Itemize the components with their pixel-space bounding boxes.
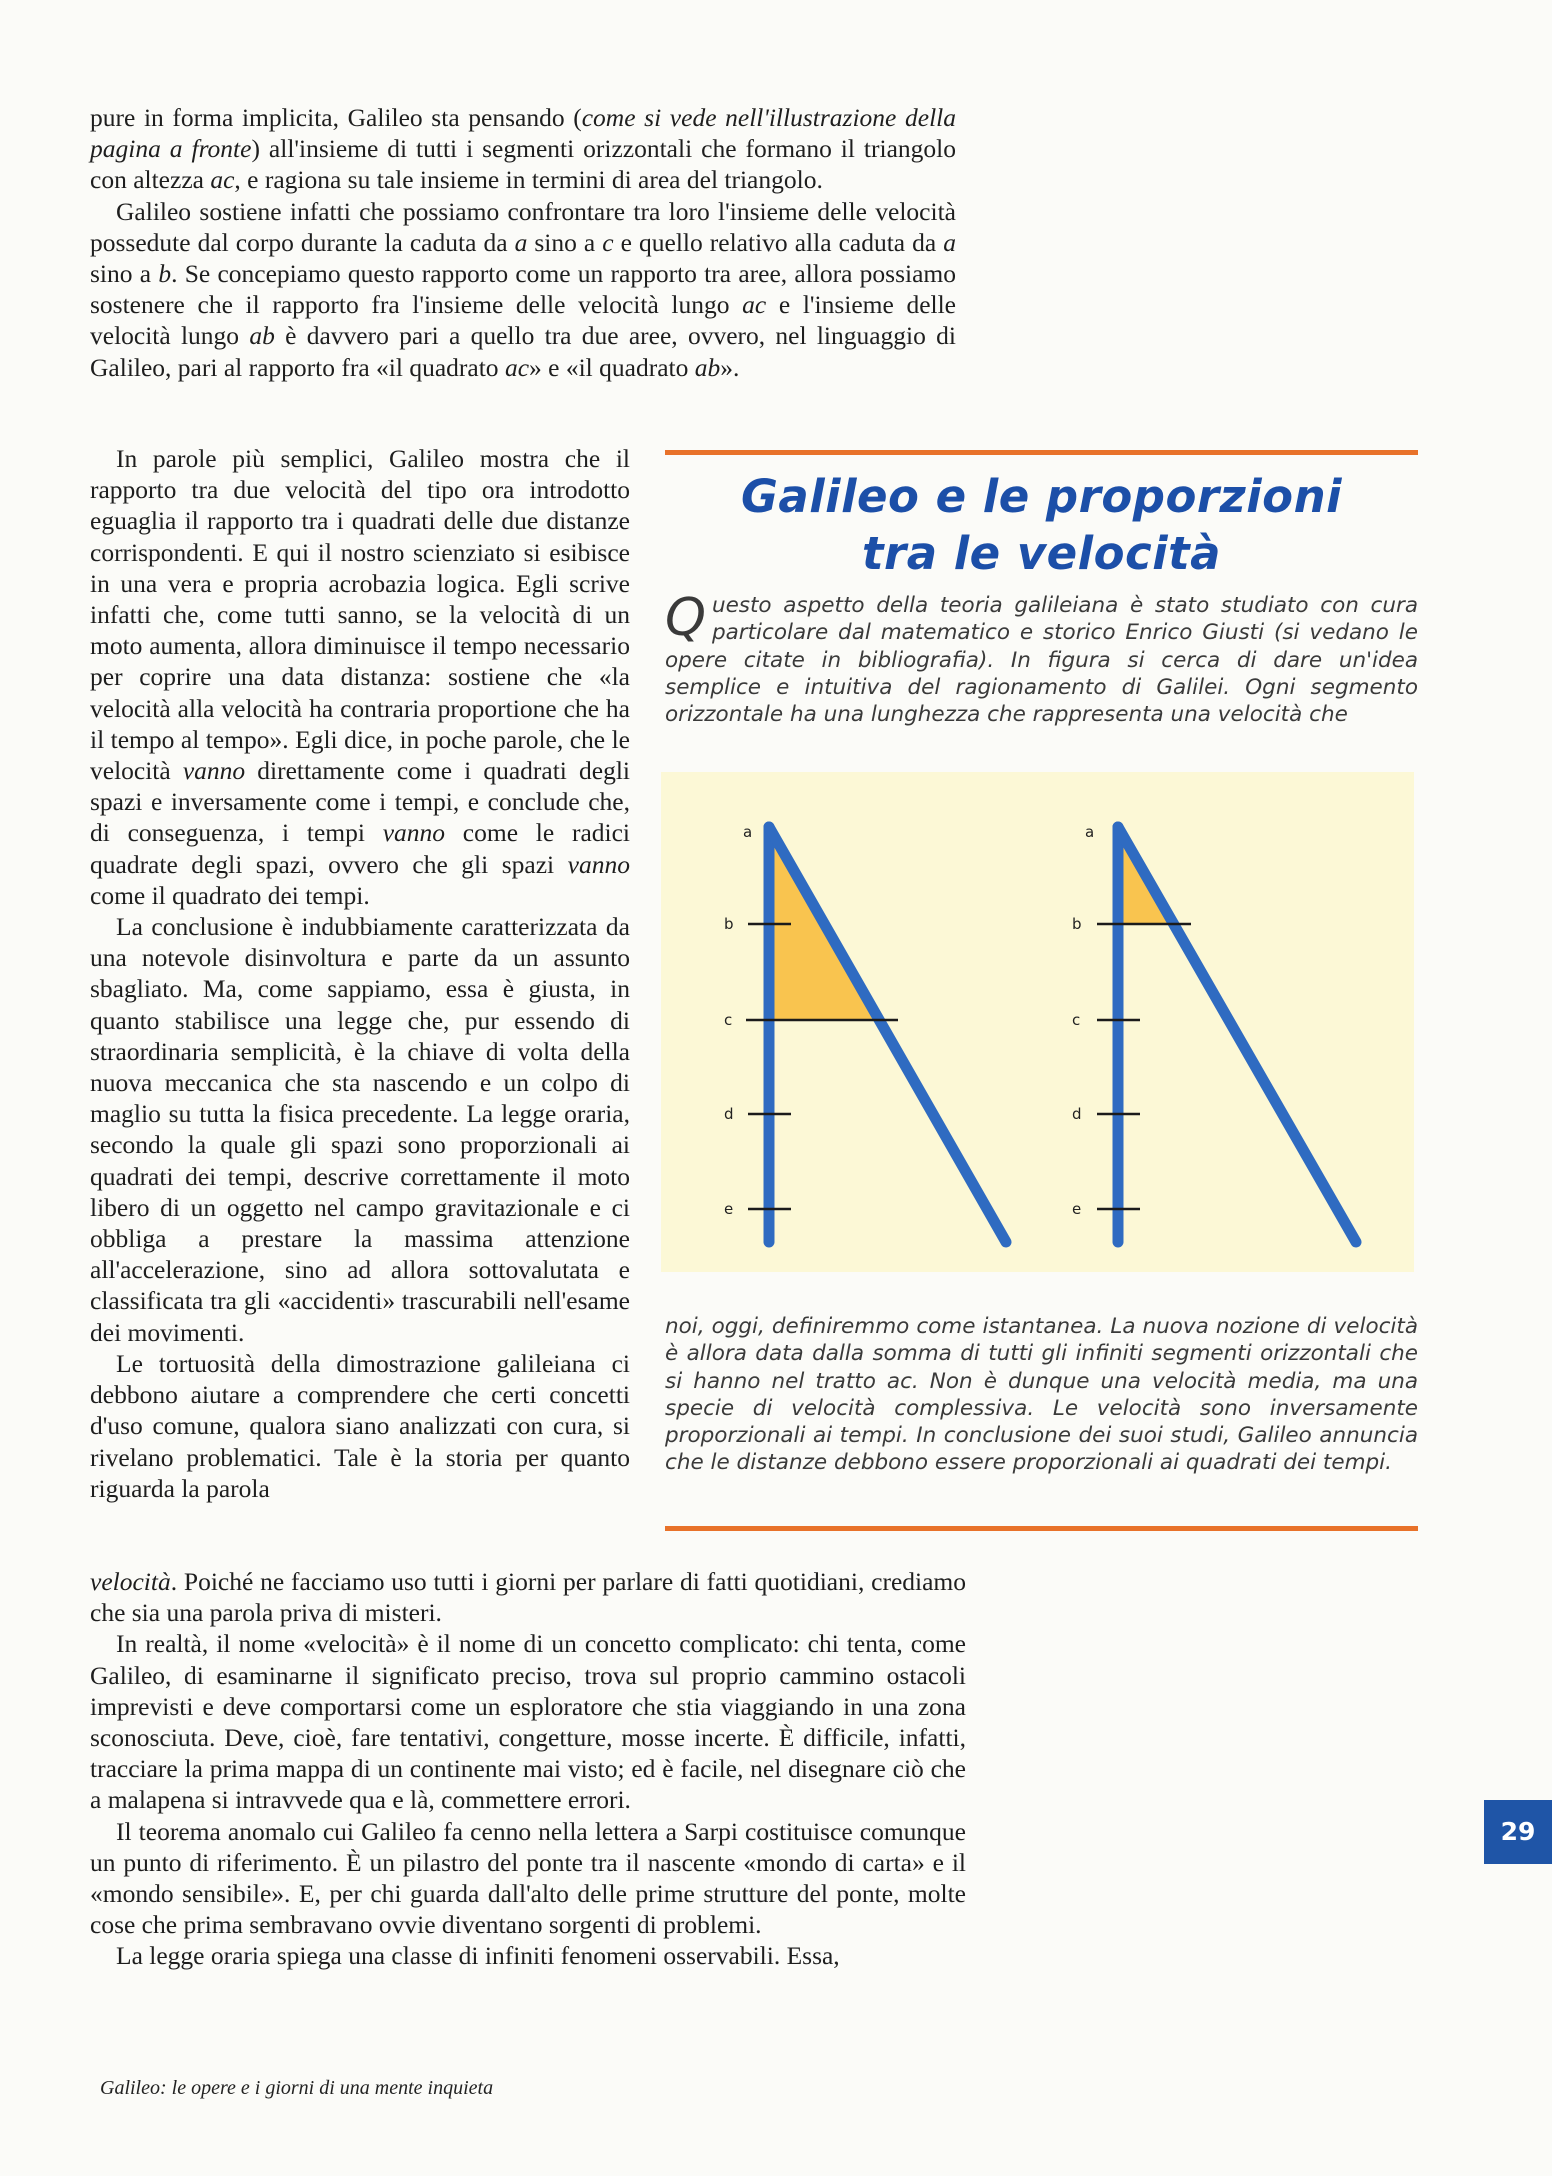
label-e: e: [1072, 1200, 1082, 1218]
triangle-diagram: [661, 772, 1414, 1272]
sidebar-top-rule: [665, 450, 1418, 455]
main-text-top: [90, 102, 956, 383]
sidebar-paragraph: noi, oggi, definiremmo come istantanea. La nuova nozione di velocità è allora data dalla somma di tutti gli infiniti segmenti orizzontali che si hanno nel tratto ac. Non è dunque una velocità media, ma una specie di velocità complessiva. Le velocità sono inversamente proporzionali ai tempi. In conclusione dei suoi studi, Galileo annuncia che le distanze debbono essere proporzionali ai quadrati dei tempi.: [665, 1314, 1418, 1476]
paragraph: velocità. Poiché ne facciamo uso tutti i giorni per parlare di fatti quotidiani, crediamo che sia una parola priva di misteri.: [90, 1567, 966, 1628]
sidebar-title: [665, 468, 1418, 582]
label-b: b: [724, 915, 734, 933]
paragraph: La legge oraria spiega una classe di infiniti fenomeni osservabili. Essa,: [116, 1941, 840, 1971]
paragraph: In realtà, il nome «velocità» è il nome di un concetto complicato: chi tenta, come Galileo, di esaminarne il significato preciso, trova sul proprio cammino ostacoli imprevisti e deve comportarsi come un esploratore che stia viaggiando in una zona sconosciuta. Deve, cioè, fare tentativi, congetture, mosse incerte. È difficile, infatti, tracciare la prima mappa di un continente mai visto; ed è facile, nel disegnare ciò che a malapena si intravvede qua e là, commettere errori.: [90, 1629, 966, 1815]
main-text-bottom: [90, 1566, 966, 1972]
paragraph: pure in forma implicita, Galileo sta pensando (come si vede nell'illustrazione della pagina a fronte) all'insieme di tutti i segmenti orizzontali che formano il triangolo con altezza ac, e ragiona su tale insieme in termini di area del triangolo.: [90, 103, 956, 195]
paragraph: In parole più semplici, Galileo mostra che il rapporto tra due velocità del tipo ora introdotto eguaglia il rapporto tra i quadrati delle due distanze corrispondenti. E qui il nostro scienziato si esibisce in una vera e propria acrobazia logica. Egli scrive infatti che, come tutti sanno, se la velocità di un moto aumenta, allora diminuisce il tempo necessario per coprire una data distanza: sostiene che «la velocità alla velocità ha contraria proportione che ha il tempo al tempo». Egli dice, in poche parole, che le velocità vanno direttamente come i quadrati degli spazi e inversamente come i tempi, e conclude che, di conseguenza, i tempi vanno come le radici quadrate degli spazi, ovvero che gli spazi vanno come il quadrato dei tempi.: [90, 444, 630, 910]
hypotenuse: [1118, 827, 1356, 1242]
paragraph: Il teorema anomalo cui Galileo fa cenno nella lettera a Sarpi costituisce comunque un punto di riferimento. È un pilastro del ponte tra il nascente «mondo di carta» e il «mondo sensibile». E, per chi guarda dall'alto delle prime strutture del ponte, molte cose che prima sembravano ovvie diventano sorgenti di problemi.: [90, 1816, 966, 1940]
hypotenuse: [769, 827, 1006, 1242]
label-a: a: [743, 823, 753, 841]
sidebar-title-line: tra le velocità: [861, 527, 1222, 580]
paragraph: La conclusione è indubbiamente caratterizzata da una notevole disinvoltura e parte da un assunto sbagliato. Ma, come sappiamo, essa è giusta, in quanto stabilisce una legge che, pur essendo di straordinaria semplicità, è la chiave di volta della nuova meccanica che sta nascendo e un colpo di maglio su tutta la fisica precedente. La legge oraria, secondo la quale gli spazi sono proporzionali ai quadrati dei tempi, descrive correttamente il moto libero di un oggetto nel campo gravitazionale e ci obbliga a prestare la massima attenzione all'accelerazione, sino ad allora sottovalutata e classificata tra gli «accidenti» trascurabili nell'esame dei movimenti.: [90, 912, 630, 1347]
main-text-left-column: [90, 443, 630, 1504]
label-e: e: [724, 1200, 734, 1218]
drop-cap: Q: [665, 588, 706, 648]
label-d: d: [1072, 1105, 1082, 1123]
velocity-figure: [661, 772, 1414, 1272]
label-c: c: [1072, 1011, 1081, 1029]
label-a: a: [1085, 823, 1095, 841]
label-c: c: [724, 1011, 733, 1029]
sidebar-title-line: Galileo e le proporzioni: [740, 470, 1343, 523]
sidebar-bottom-rule: [665, 1526, 1418, 1531]
paragraph: Le tortuosità della dimostrazione galileiana ci debbono aiutare a comprendere che certi concetti d'uso comune, qualora siano analizzati con cura, si rivelano problematici. Tale è la storia per quanto riguarda la parola: [90, 1348, 630, 1503]
paragraph: Galileo sostiene infatti che possiamo confrontare tra loro l'insieme delle velocità possedute dal corpo durante la caduta da a sino a c e quello relativo alla caduta da a sino a b. Se concepiamo questo rapporto come un rapporto tra aree, allora possiamo sostenere che il rapporto fra l'insieme delle velocità lungo ac e l'insieme delle velocità lungo ab è davvero pari a quello tra due aree, ovvero, nel linguaggio di Galileo, pari al rapporto fra «il quadrato ac» e «il quadrato ab».: [90, 196, 957, 382]
label-b: b: [1072, 915, 1082, 933]
label-d: d: [724, 1105, 734, 1123]
page-number: 29: [1484, 1800, 1552, 1864]
running-footer: Galileo: le opere e i giorni di una mente inquieta: [100, 2077, 494, 2099]
sidebar-paragraph: Questo aspetto della teoria galileiana è stato studiato con cura particolare dal matematico e storico Enrico Giusti (si vedano le opere citate in bibliografia). In figura si cerca di dare un'idea semplice e intuitiva del ragionamento di Galilei. Ogni segmento orizzontale ha una lunghezza che rappresenta una velocità che: [665, 588, 1418, 728]
